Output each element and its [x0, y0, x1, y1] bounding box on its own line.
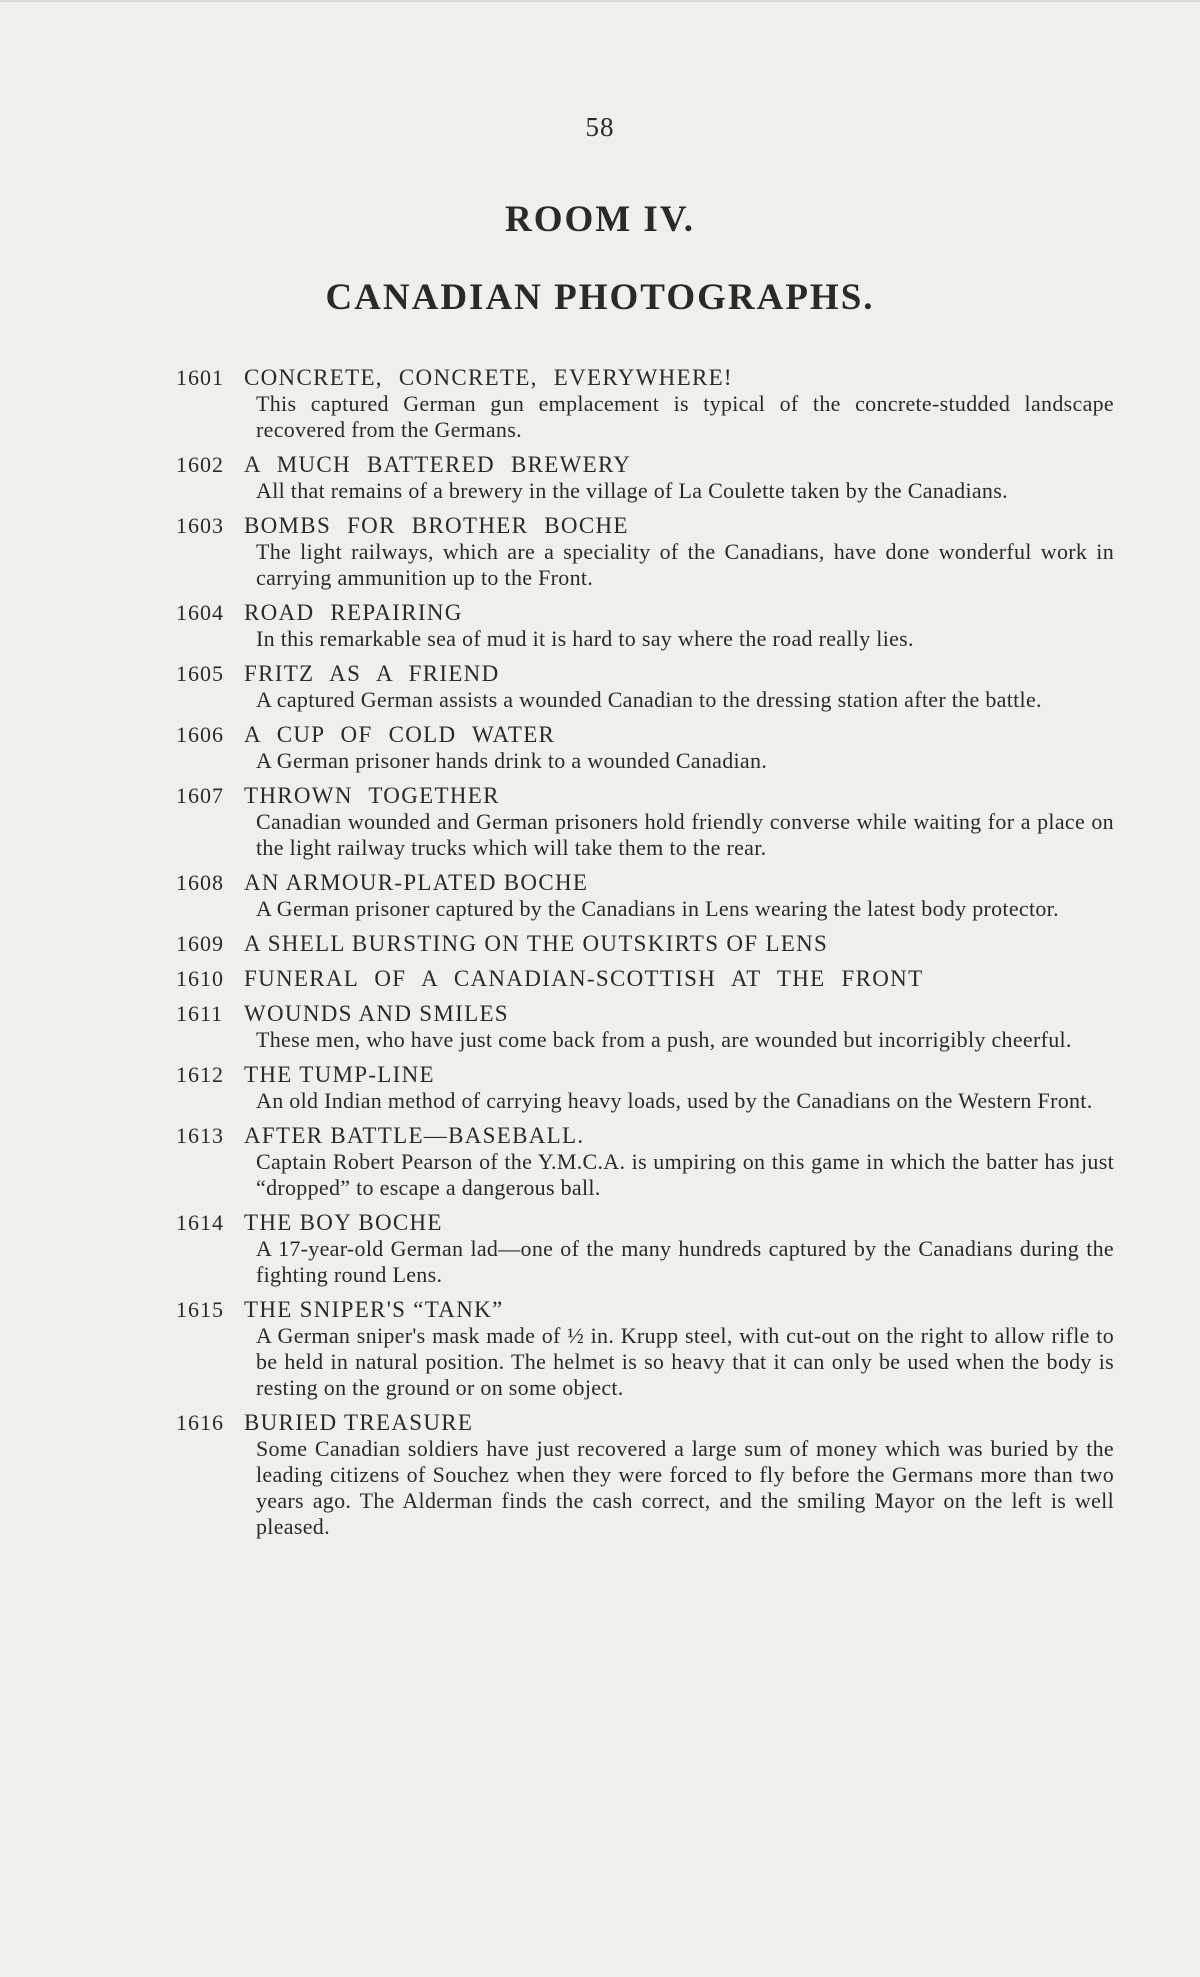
catalogue-entry: [176, 1123, 1114, 1201]
entry-description: These men, who have just come back from a push, are wounded but incorrigibly cheerful.: [256, 1027, 1072, 1052]
entry-number: 1605: [176, 661, 224, 686]
catalogue-entry: [176, 1297, 1114, 1401]
entry-description: A 17-year-old German lad—one of the many hundreds captured by the Canadians during the fighting round Lens.: [256, 1236, 1114, 1287]
page-number: 58: [585, 112, 615, 142]
catalogue-entry: [176, 722, 1114, 774]
catalogue-entry: [176, 600, 1114, 652]
entry-title: AFTER BATTLE—BASEBALL.: [244, 1123, 585, 1148]
entry-number: 1608: [176, 870, 224, 895]
catalogue-entry: [176, 513, 1114, 591]
entry-title: FRITZ AS A FRIEND: [244, 661, 500, 686]
entry-description: A captured German assists a wounded Canadian to the dressing station after the battle.: [256, 687, 1042, 712]
entry-description: Some Canadian soldiers have just recovered a large sum of money which was buried by the leading citizens of Souchez when they were forced to fly before the Germans more than two years ago. The Alderman finds the cash correct, and the smiling Mayor on the left is well pleased.: [256, 1436, 1114, 1539]
entry-title: AN ARMOUR-PLATED BOCHE: [244, 870, 589, 895]
entry-title: WOUNDS AND SMILES: [244, 1001, 509, 1026]
entry-title: BURIED TREASURE: [244, 1410, 474, 1435]
entry-title: FUNERAL OF A CANADIAN-SCOTTISH AT THE FRONT: [244, 966, 924, 991]
entry-number: 1604: [176, 600, 224, 625]
entry-description: Canadian wounded and German prisoners hold friendly converse while waiting for a place on the light railway trucks which will take them to the rear.: [256, 809, 1114, 860]
entry-description: In this remarkable sea of mud it is hard to say where the road really lies.: [256, 626, 914, 651]
catalogue-entry: [176, 783, 1114, 861]
catalogue-entry: [176, 365, 1114, 443]
entry-title: A SHELL BURSTING ON THE OUTSKIRTS OF LENS: [244, 931, 829, 956]
entry-title: THE SNIPER'S “TANK”: [244, 1297, 504, 1322]
section-heading: CANADIAN PHOTOGRAPHS.: [325, 277, 875, 318]
entry-number: 1611: [176, 1001, 224, 1026]
entry-title: THROWN TOGETHER: [244, 783, 500, 808]
entry-description: This captured German gun emplacement is typical of the concrete-studded landscape recovered from the Germans.: [256, 391, 1114, 442]
entry-description: All that remains of a brewery in the village of La Coulette taken by the Canadians.: [256, 478, 1008, 503]
catalogue-entry: [176, 966, 1114, 992]
catalogue-entry: [176, 1210, 1114, 1288]
catalogue-entry: [176, 931, 1114, 957]
entry-description: A German sniper's mask made of ½ in. Krupp steel, with cut-out on the right to allow rifle to be held in natural position. The helmet is so heavy that it can only be used when the body is resting on the ground or on some object.: [256, 1323, 1114, 1400]
entry-description: A German prisoner hands drink to a wounded Canadian.: [256, 748, 768, 773]
entry-number: 1609: [176, 931, 224, 956]
catalogue-entry: [176, 1001, 1114, 1053]
catalogue-list: [176, 365, 1114, 1549]
entry-description: A German prisoner captured by the Canadians in Lens wearing the latest body protector.: [256, 896, 1059, 921]
entry-title: A MUCH BATTERED BREWERY: [244, 452, 632, 477]
entry-number: 1613: [176, 1123, 224, 1148]
entry-title: THE BOY BOCHE: [244, 1210, 443, 1235]
catalogue-entry: [176, 661, 1114, 713]
entry-number: 1612: [176, 1062, 224, 1087]
catalogue-entry: [176, 452, 1114, 504]
page-top-edge: [0, 0, 1200, 2]
entry-number: 1610: [176, 966, 224, 991]
entry-description: An old Indian method of carrying heavy loads, used by the Canadians on the Western Front.: [256, 1088, 1093, 1113]
entry-title: THE TUMP-LINE: [244, 1062, 435, 1087]
entry-number: 1615: [176, 1297, 224, 1322]
entry-number: 1616: [176, 1410, 224, 1435]
entry-title: ROAD REPAIRING: [244, 600, 463, 625]
entry-number: 1606: [176, 722, 224, 747]
entry-title: CONCRETE, CONCRETE, EVERYWHERE!: [244, 365, 733, 390]
entry-description: Captain Robert Pearson of the Y.M.C.A. is umpiring on this game in which the batter has just “dropped” to escape a dangerous ball.: [256, 1149, 1114, 1200]
entry-title: BOMBS FOR BROTHER BOCHE: [244, 513, 629, 538]
entry-number: 1614: [176, 1210, 224, 1235]
entry-number: 1607: [176, 783, 224, 808]
entry-description: The light railways, which are a speciality of the Canadians, have done wonderful work in carrying ammunition up to the Front.: [256, 539, 1114, 590]
entry-title: A CUP OF COLD WATER: [244, 722, 556, 747]
entry-number: 1603: [176, 513, 224, 538]
entry-number: 1601: [176, 365, 224, 390]
catalogue-entry: [176, 870, 1114, 922]
catalogue-entry: [176, 1410, 1114, 1540]
room-heading: ROOM IV.: [504, 199, 696, 240]
entry-number: 1602: [176, 452, 224, 477]
catalogue-entry: [176, 1062, 1114, 1114]
